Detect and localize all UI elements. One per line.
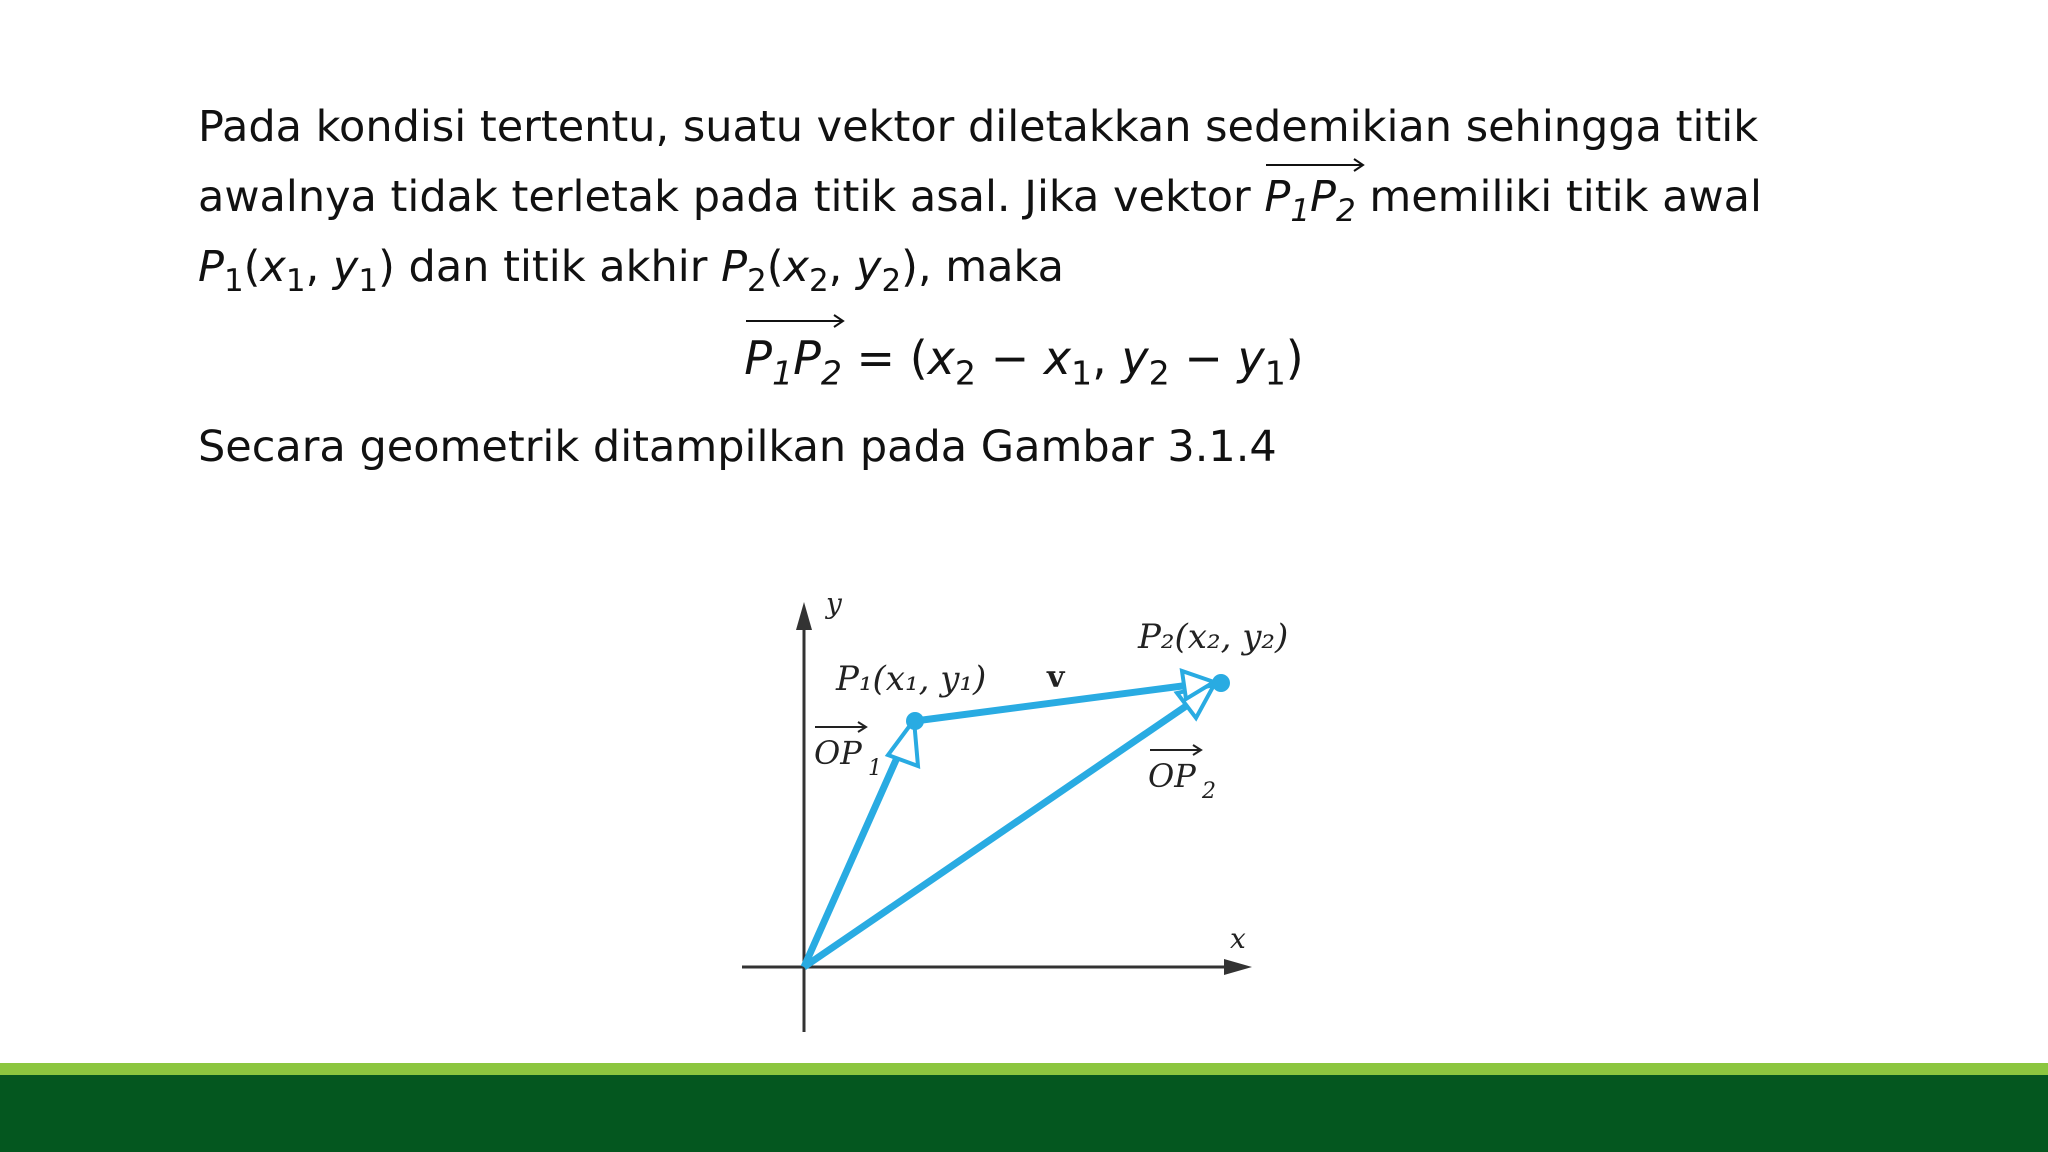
vector-op2-label (1148, 745, 1216, 804)
x-axis-arrow-icon (1224, 959, 1252, 975)
point-p2 (1212, 674, 1230, 692)
footer-band-light (0, 1063, 2048, 1075)
x-axis-label: x (1230, 922, 1246, 955)
text-line-3-suffix: , maka (917, 242, 1065, 292)
text-line-2-prefix: awalnya tidak terletak pada titik asal. Jika vektor (198, 172, 1251, 222)
svg-text:1: 1 (868, 756, 882, 781)
text-line-1: Pada kondisi tertentu, suatu vektor diletakkan sedemikian sehingga titik (198, 102, 1759, 152)
vector-v-label: v (1047, 660, 1065, 695)
point-p2-expression: $P_2(x_2$, $y_2$) (721, 242, 918, 299)
display-equation: $P_1P_2 = (x_2 - x_1$, $y_2 - y_1$) (0, 318, 2048, 398)
footer-band-dark (0, 1075, 2048, 1152)
point-p2-label: P₂(x₂, y₂) (1138, 617, 1289, 657)
y-axis-label: y (826, 587, 842, 620)
vector-p1p2-display: $P_1P_2$ (744, 318, 842, 398)
svg-text:2: 2 (1202, 779, 1216, 804)
svg-text:OP: OP (1148, 757, 1196, 795)
vector-op1-label (814, 722, 882, 781)
text-line-3-mid: dan titik akhir (408, 242, 708, 292)
y-axis-arrow-icon (796, 602, 812, 630)
svg-text:OP: OP (814, 734, 862, 772)
vector-p1p2-inline: $P_1P_2$ (1264, 162, 1355, 232)
point-p1-expression: $P_1(x_1$, $y_1$) (198, 242, 395, 299)
text-line-2-suffix: memiliki titik awal (1369, 172, 1762, 222)
point-p1-label: P₁(x₁, y₁) (836, 659, 987, 699)
text-line-4: Secara geometrik ditampilkan pada Gambar 3.1.4 (198, 422, 1277, 472)
point-p1 (906, 712, 924, 730)
